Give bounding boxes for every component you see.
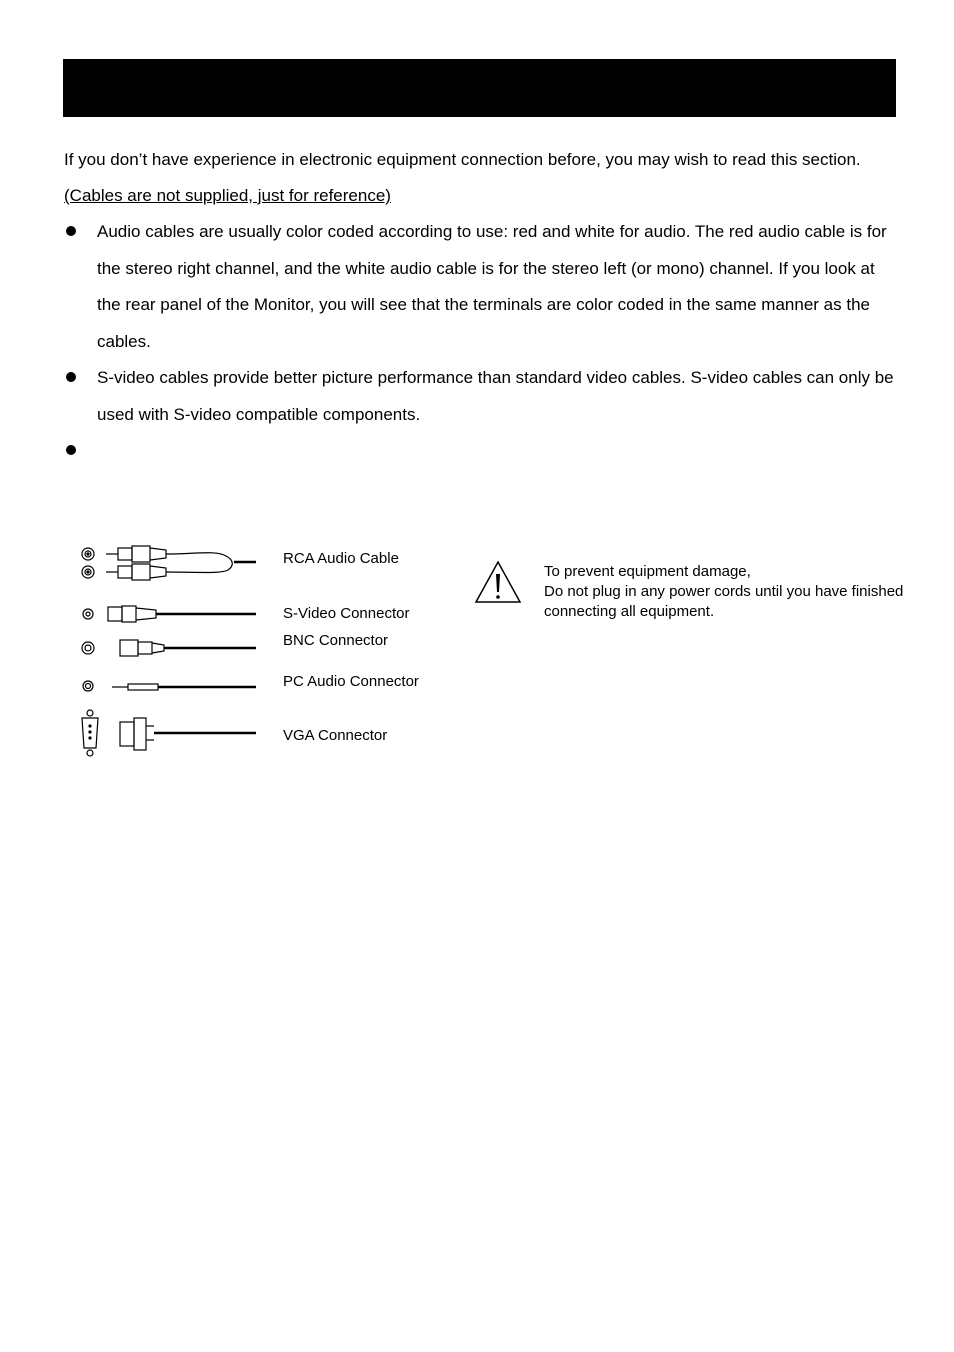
list-item — [64, 433, 894, 469]
cable-notes-list — [64, 214, 894, 469]
rca-cable-icon — [82, 546, 256, 580]
bnc-connector-icon — [82, 640, 256, 656]
intro-paragraph — [64, 142, 894, 214]
bnc-label: BNC Connector — [283, 632, 389, 649]
reference-note: (Cables are not supplied, just for reference) — [64, 186, 391, 205]
intro-text: If you don’t have experience in electronic equipment connection before, you may wish to read this section. — [64, 150, 861, 169]
list-item — [64, 214, 894, 360]
bullet-icon — [66, 372, 76, 382]
vga-label: VGA Connector — [283, 727, 388, 744]
bullet-icon — [66, 445, 76, 455]
pc-audio-label: PC Audio Connector — [283, 673, 419, 690]
s-video-connector-icon — [83, 606, 256, 622]
bullet-icon — [66, 226, 76, 236]
cable-illustrations — [76, 540, 276, 765]
list-item-text: Audio cables are usually color coded according to use: red and white for audio. The red audio cable is for the stereo right channel, and the white audio cable is for the stereo left (or mono) channel. If you look at the rear panel of the Monitor, you will see that the terminals are color coded in the same manner as the cables. — [97, 222, 887, 351]
warning-line-1: To prevent equipment damage, — [544, 563, 751, 580]
list-item-text: S-video cables provide better picture performance than standard video cables. S-video cables can only be used with S-video compatible components. — [97, 368, 894, 424]
pc-audio-connector-icon — [83, 681, 256, 691]
list-item — [64, 360, 894, 433]
warning-line-2: Do not plug in any power cords until you have finished connecting all equipment. — [544, 583, 904, 620]
warning-triangle-icon — [474, 560, 522, 604]
s-video-label: S-Video Connector — [283, 605, 410, 622]
warning-note — [544, 562, 904, 622]
vga-connector-icon — [82, 710, 256, 756]
rca-cable-label: RCA Audio Cable — [283, 550, 399, 567]
section-title-bar — [63, 59, 896, 117]
